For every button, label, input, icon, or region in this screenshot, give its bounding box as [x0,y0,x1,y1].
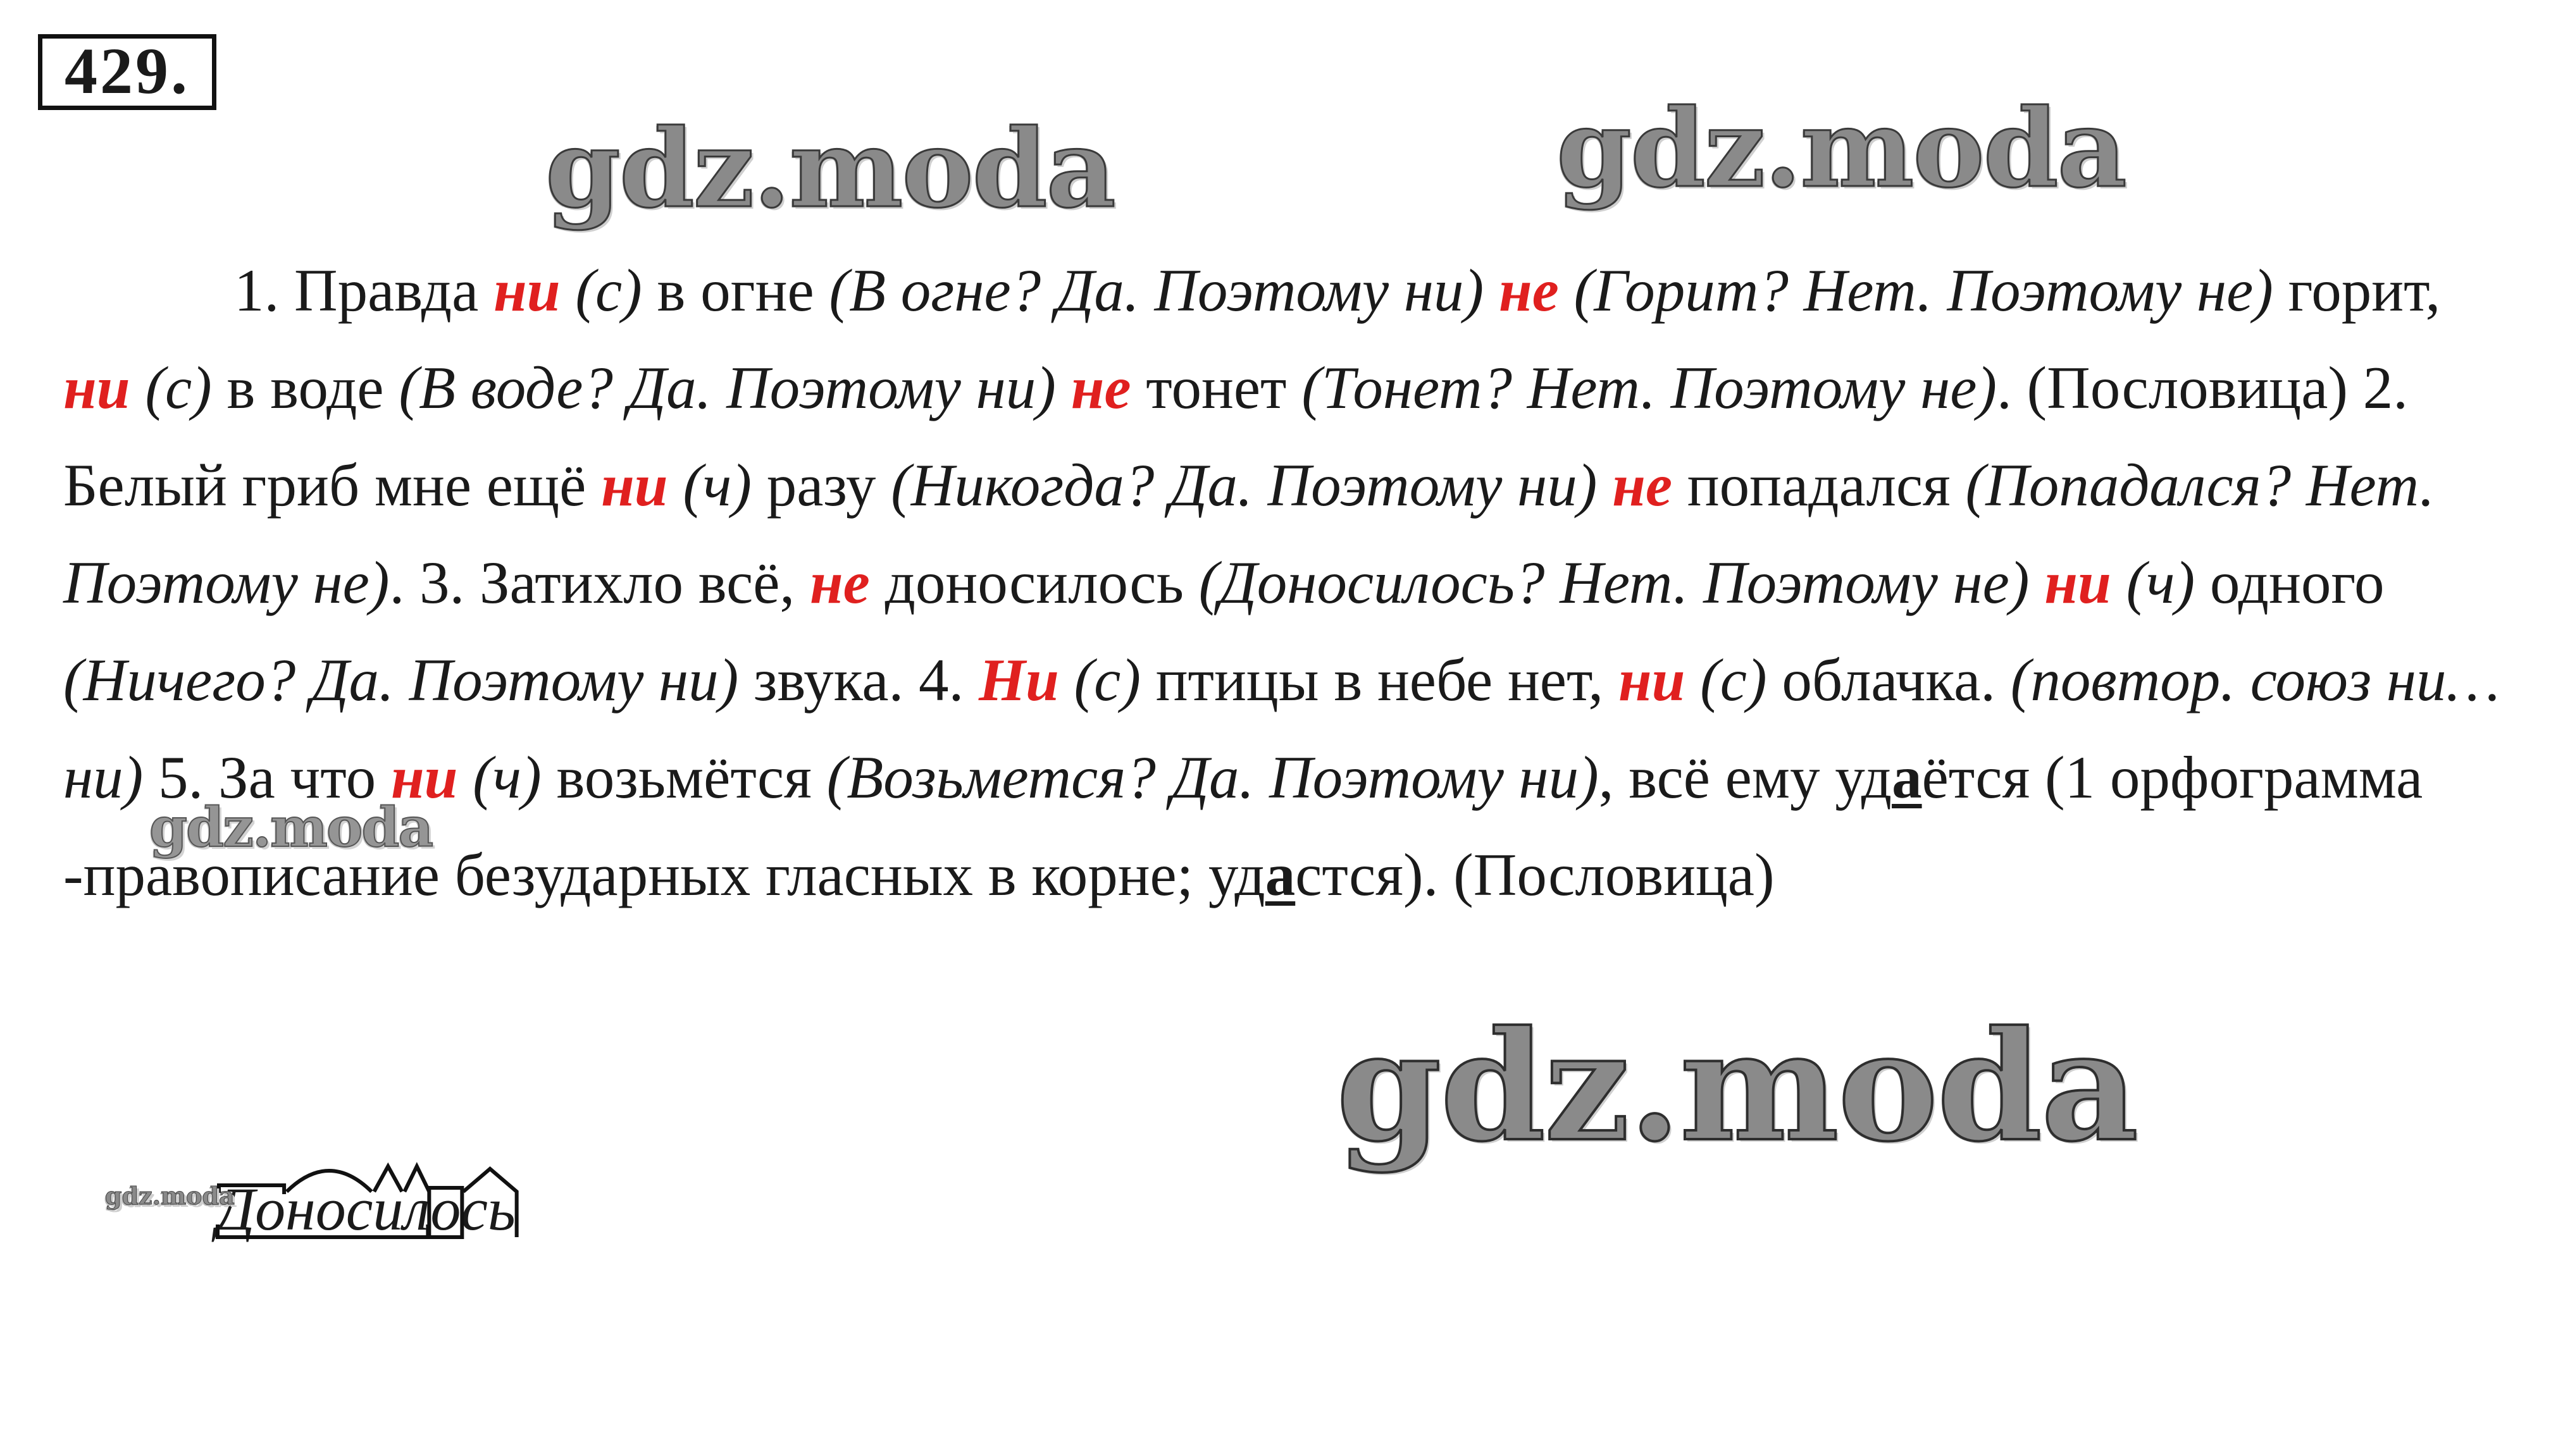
morpheme-marks [210,1150,602,1264]
explanation-run: (с) [130,354,212,421]
particle-highlight: ни [2044,549,2111,616]
morpheme-word: Доносилось [216,1175,516,1243]
explanation-run: (В воде? Да. Поэтому ни) [399,354,1056,421]
explanation-run: (Никогда? Да. Поэтому ни) [891,452,1598,519]
explanation-run: (Попадался? Нет. Поэтому не) [63,452,2435,616]
explanation-run: (Возьмется? Да. Поэтому ни) [826,744,1599,811]
particle-highlight: ни [493,257,561,324]
text-run: , всё ему уд [1598,744,1892,811]
particle-highlight: ни [1618,646,1685,713]
text-run: возьмётся [541,744,827,811]
text-run [1484,257,1499,324]
suffix-mark [374,1166,402,1192]
text-run: . 3. Затихло всё, [389,549,810,616]
text-run [1056,354,1071,421]
text-run: ётся (1 орфограмма -правописание безударных гласных в корне; уд [63,744,2423,908]
watermark-logo: gdz.moda [1556,85,2126,212]
text-run: в огне [642,257,829,324]
text-run: . (Пословица) 2. Белый гриб мне ещё [63,354,2409,519]
text-run: одного [2195,549,2385,616]
text-run [2029,549,2044,616]
text-run: доносилось [869,549,1199,616]
text-run: тонет [1131,354,1302,421]
text-run: попадался [1672,452,1966,519]
explanation-run: (с) [1058,646,1141,713]
watermark-logo: gdz.moda [545,106,1115,232]
text-run: разу [751,452,891,519]
explanation-run: (с) [560,257,642,324]
text-run: в воде [211,354,399,421]
text-run: 5. За что [143,744,391,811]
particle-highlight: не [1498,257,1559,324]
root-mark [287,1171,371,1192]
explanation-run: (с) [1685,646,1767,713]
particle-highlight: не [1612,452,1673,519]
postfix-mark [463,1169,516,1237]
text-run: звука. 4. [738,646,979,713]
exercise-number: 429. [38,34,216,110]
explanation-run: (В огне? Да. Поэтому ни) [829,257,1484,324]
particle-highlight: Ни [979,646,1059,713]
explanation-run: (повтор. союз ни…ни) [63,646,2500,811]
text-run: облачка. [1766,646,2011,713]
explanation-run: (Горит? Нет. Поэтому не) [1573,257,2273,324]
text-run [1597,452,1612,519]
suffix-mark [404,1166,429,1192]
particle-highlight: ни [601,452,668,519]
explanation-run: (Доносилось? Нет. Поэтому не) [1198,549,2030,616]
text-run: птицы в небе нет, [1140,646,1618,713]
particle-highlight: не [809,549,870,616]
text-run: 1. Правда [234,257,494,324]
text-run: стся). (Пословица) [1295,841,1775,908]
watermark-logo: gdz.moda [105,1181,235,1210]
explanation-run: (ч) [667,452,752,519]
particle-highlight: ни [390,744,458,811]
morpheme-analysis [210,1150,602,1264]
ending-mark [429,1188,462,1237]
stem-mark [218,1225,428,1237]
particle-highlight: ни [63,354,130,421]
explanation-run: (ч) [457,744,542,811]
explanation-run: (Тонет? Нет. Поэтому не) [1301,354,1997,421]
stressed-vowel: а [1892,744,1922,811]
watermark-logo: gdz.moda [1336,999,2138,1175]
watermark-logo: gdz.moda [149,796,433,860]
text-run [1559,257,1574,324]
explanation-run: (ч) [2111,549,2195,616]
particle-highlight: не [1071,354,1131,421]
stressed-vowel: а [1265,841,1296,908]
text-run: горит, [2273,257,2441,324]
explanation-run: (Ничего? Да. Поэтому ни) [63,646,739,713]
